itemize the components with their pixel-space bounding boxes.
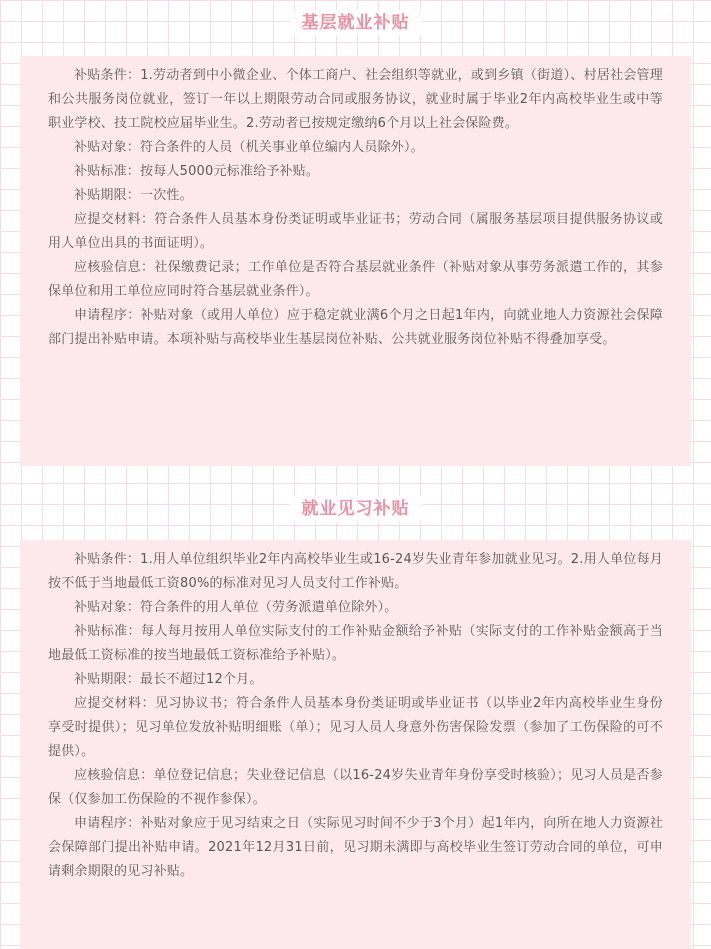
required-materials-paragraph: 应提交材料：符合条件人员基本身份类证明或毕业证书；劳动合同（属服务基层项目提供服务协议或用人单位出具的书面证明）。 [48, 212, 663, 251]
section-title-internship-subsidy [0, 496, 711, 522]
application-procedure-paragraph: 申请程序：补贴对象应于见习结束之日（实际见习时间不少于3个月）起1年内，向所在地人力资源社会保障部门提出补贴申请。2021年12月31日前，见习期未满即与高校毕业生签订劳动合同的单位，可申请剩余期限的见习补贴。 [48, 816, 663, 879]
subsidy-period-paragraph: 补贴期限：最长不超过12个月。 [74, 672, 263, 687]
required-materials-paragraph: 应提交材料：见习协议书；符合条件人员基本身份类证明或毕业证书（以毕业2年内高校毕业生身份享受时提供）；见习单位发放补贴明细账（单）；见习人员人身意外伤害保险发票（参加了工伤保险的可不提供）。 [48, 696, 663, 759]
subsidy-period-paragraph: 补贴期限：一次性。 [74, 188, 193, 203]
subsidy-target-paragraph: 补贴对象：符合条件的用人单位（劳务派遣单位除外）。 [74, 600, 398, 615]
grassroots-employment-subsidy-card [20, 56, 691, 466]
subsidy-standard-paragraph: 补贴标准：每人每月按用人单位实际支付的工作补贴金额给予补贴（实际支付的工作补贴金额高于当地最低工资标准的按当地最低工资标准给予补贴）。 [48, 624, 663, 663]
section-title-text: 就业见习补贴 [290, 496, 422, 522]
verification-info-paragraph: 应核验信息：单位登记信息；失业登记信息（以16-24岁失业青年身份享受时核验）；见习人员是否参保（仅参加工伤保险的不视作参保）。 [48, 768, 663, 807]
section-title-grassroots-employment-subsidy [0, 10, 711, 36]
subsidy-conditions-paragraph: 补贴条件：1.劳动者到中小微企业、个体工商户、社会组织等就业，或到乡镇（街道）、村居社会管理和公共服务岗位就业，签订一年以上期限劳动合同或服务协议，就业时属于毕业2年内高校毕业生或中等职业学校、技工院校应届毕业生。2.劳动者已按规定缴纳6个月以上社会保险费。 [48, 68, 663, 131]
verification-info-paragraph: 应核验信息：社保缴费记录；工作单位是否符合基层就业条件（补贴对象从事劳务派遣工作的，其参保单位和用工单位应同时符合基层就业条件）。 [48, 260, 663, 299]
subsidy-standard-paragraph: 补贴标准：按每人5000元标准给予补贴。 [74, 164, 320, 179]
subsidy-conditions-paragraph: 补贴条件：1.用人单位组织毕业2年内高校毕业生或16-24岁失业青年参加就业见习。2.用人单位每月按不低于当地最低工资80%的标准对见习人员支付工作补贴。 [48, 552, 663, 591]
application-procedure-paragraph: 申请程序：补贴对象（或用人单位）应于稳定就业满6个月之日起1年内，向就业地人力资源社会保障部门提出补贴申请。本项补贴与高校毕业生基层岗位补贴、公共就业服务岗位补贴不得叠加享受。 [48, 308, 663, 347]
internship-subsidy-card [20, 540, 691, 949]
section-title-text: 基层就业补贴 [290, 10, 422, 36]
subsidy-target-paragraph: 补贴对象：符合条件的人员（机关事业单位编内人员除外）。 [74, 140, 424, 155]
